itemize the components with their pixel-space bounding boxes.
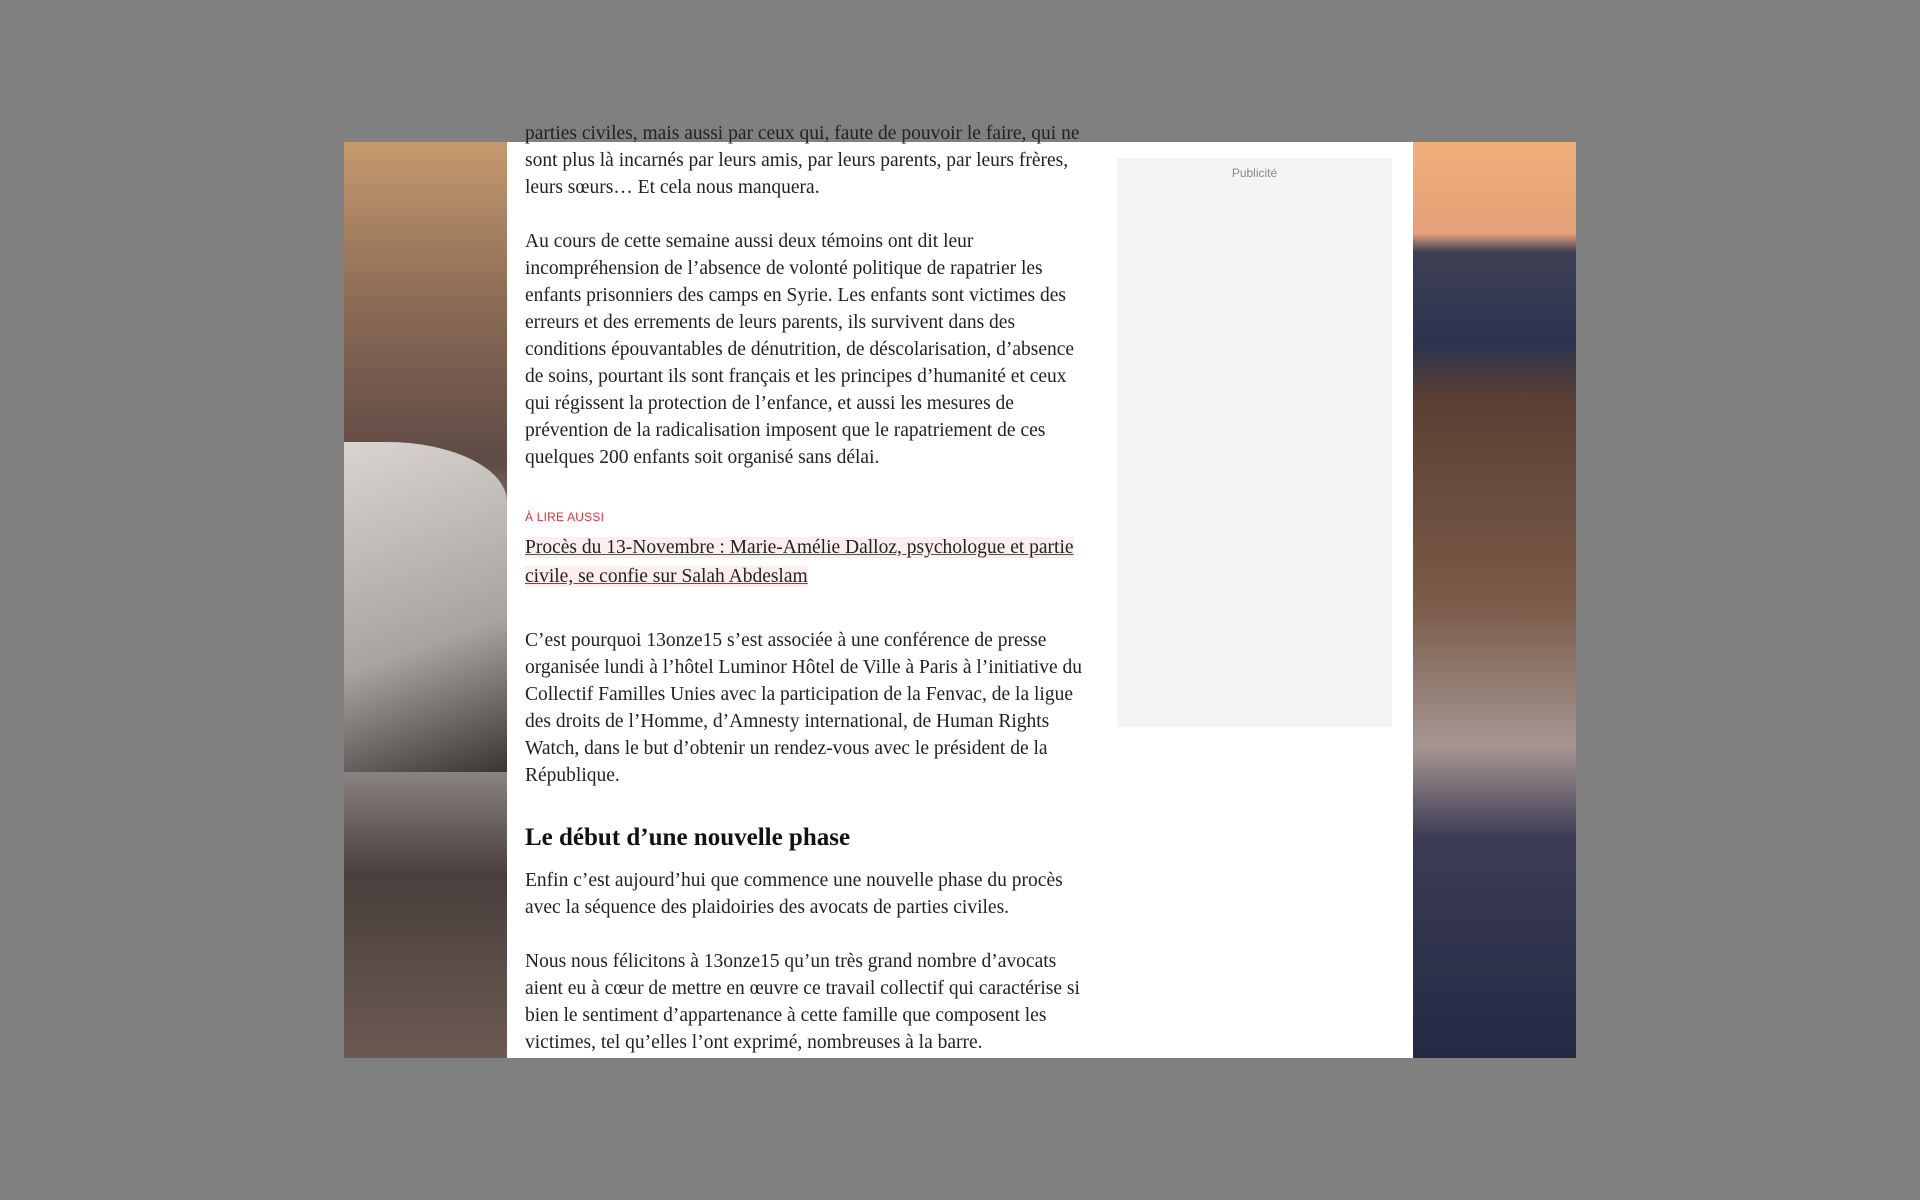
paragraph: Au cours de cette semaine aussi deux témoins ont dit leur incompréhension de l’absence de volonté politique de rapatrier les enfants prisonniers des camps en Syrie. Les enfants sont victimes des erreurs et des errements de leurs parents, ils survivent dans des conditions épouvantables de dénutrition, de déscolarisation, d’absence de soins, pourtant ils sont français et les principes d’humanité et ceux qui régissent la protection de l’enfance, et aussi les mesures de prévention de la radicalisation imposent que le rapatriement de ces quelques 200 enfants soit organisé sans délai. (525, 231, 1075, 468)
related-article-link[interactable]: Procès du 13-Novembre : Marie-Amélie Dalloz, psychologue et partie civile, se confie sur Salah Abdeslam (525, 537, 1074, 587)
ad-label: Publicité (1231, 166, 1278, 180)
paragraph: parties civiles, mais aussi par ceux qui, faute de pouvoir le faire, qui ne sont plus là incarnés par leurs amis, par leurs parents, par leurs frères, leurs sœurs… Et cela nous manquera. (525, 123, 1080, 198)
background-ad-right[interactable] (1413, 142, 1576, 1058)
page-frame (344, 123, 1576, 1058)
related-kicker: À LIRE AUSSI (525, 510, 605, 524)
section-heading: Le début d’une nouvelle phase (525, 824, 851, 851)
background-ad-left[interactable] (344, 142, 507, 1058)
paragraph: C’est pourquoi 13onze15 s’est associée à une conférence de presse organisée lundi à l’hôtel Luminor Hôtel de Ville à Paris à l’initiative du Collectif Familles Unies avec la participation de la Fenvac, de la ligue des droits de l’Homme, d’Amnesty international, de Human Rights Watch, dans le but d’obtenir un rendez-vous avec le président de la République. (525, 630, 1082, 786)
car-image (344, 442, 507, 772)
paragraph: Nous nous félicitons à 13onze15 qu’un très grand nombre d’avocats aient eu à cœur de mettre en œuvre ce travail collectif qui caractérise si bien le sentiment d’appartenance à cette famille que composent les victimes, tel qu’elles l’ont exprimé, nombreuses à la barre. (525, 951, 1080, 1053)
related-article (525, 533, 1095, 591)
paragraph: Enfin c’est aujourd’hui que commence une nouvelle phase du procès avec la séquence des plaidoiries des avocats de parties civiles. (525, 870, 1063, 918)
content-column (507, 123, 1413, 1058)
ad-slot[interactable] (1117, 158, 1392, 727)
